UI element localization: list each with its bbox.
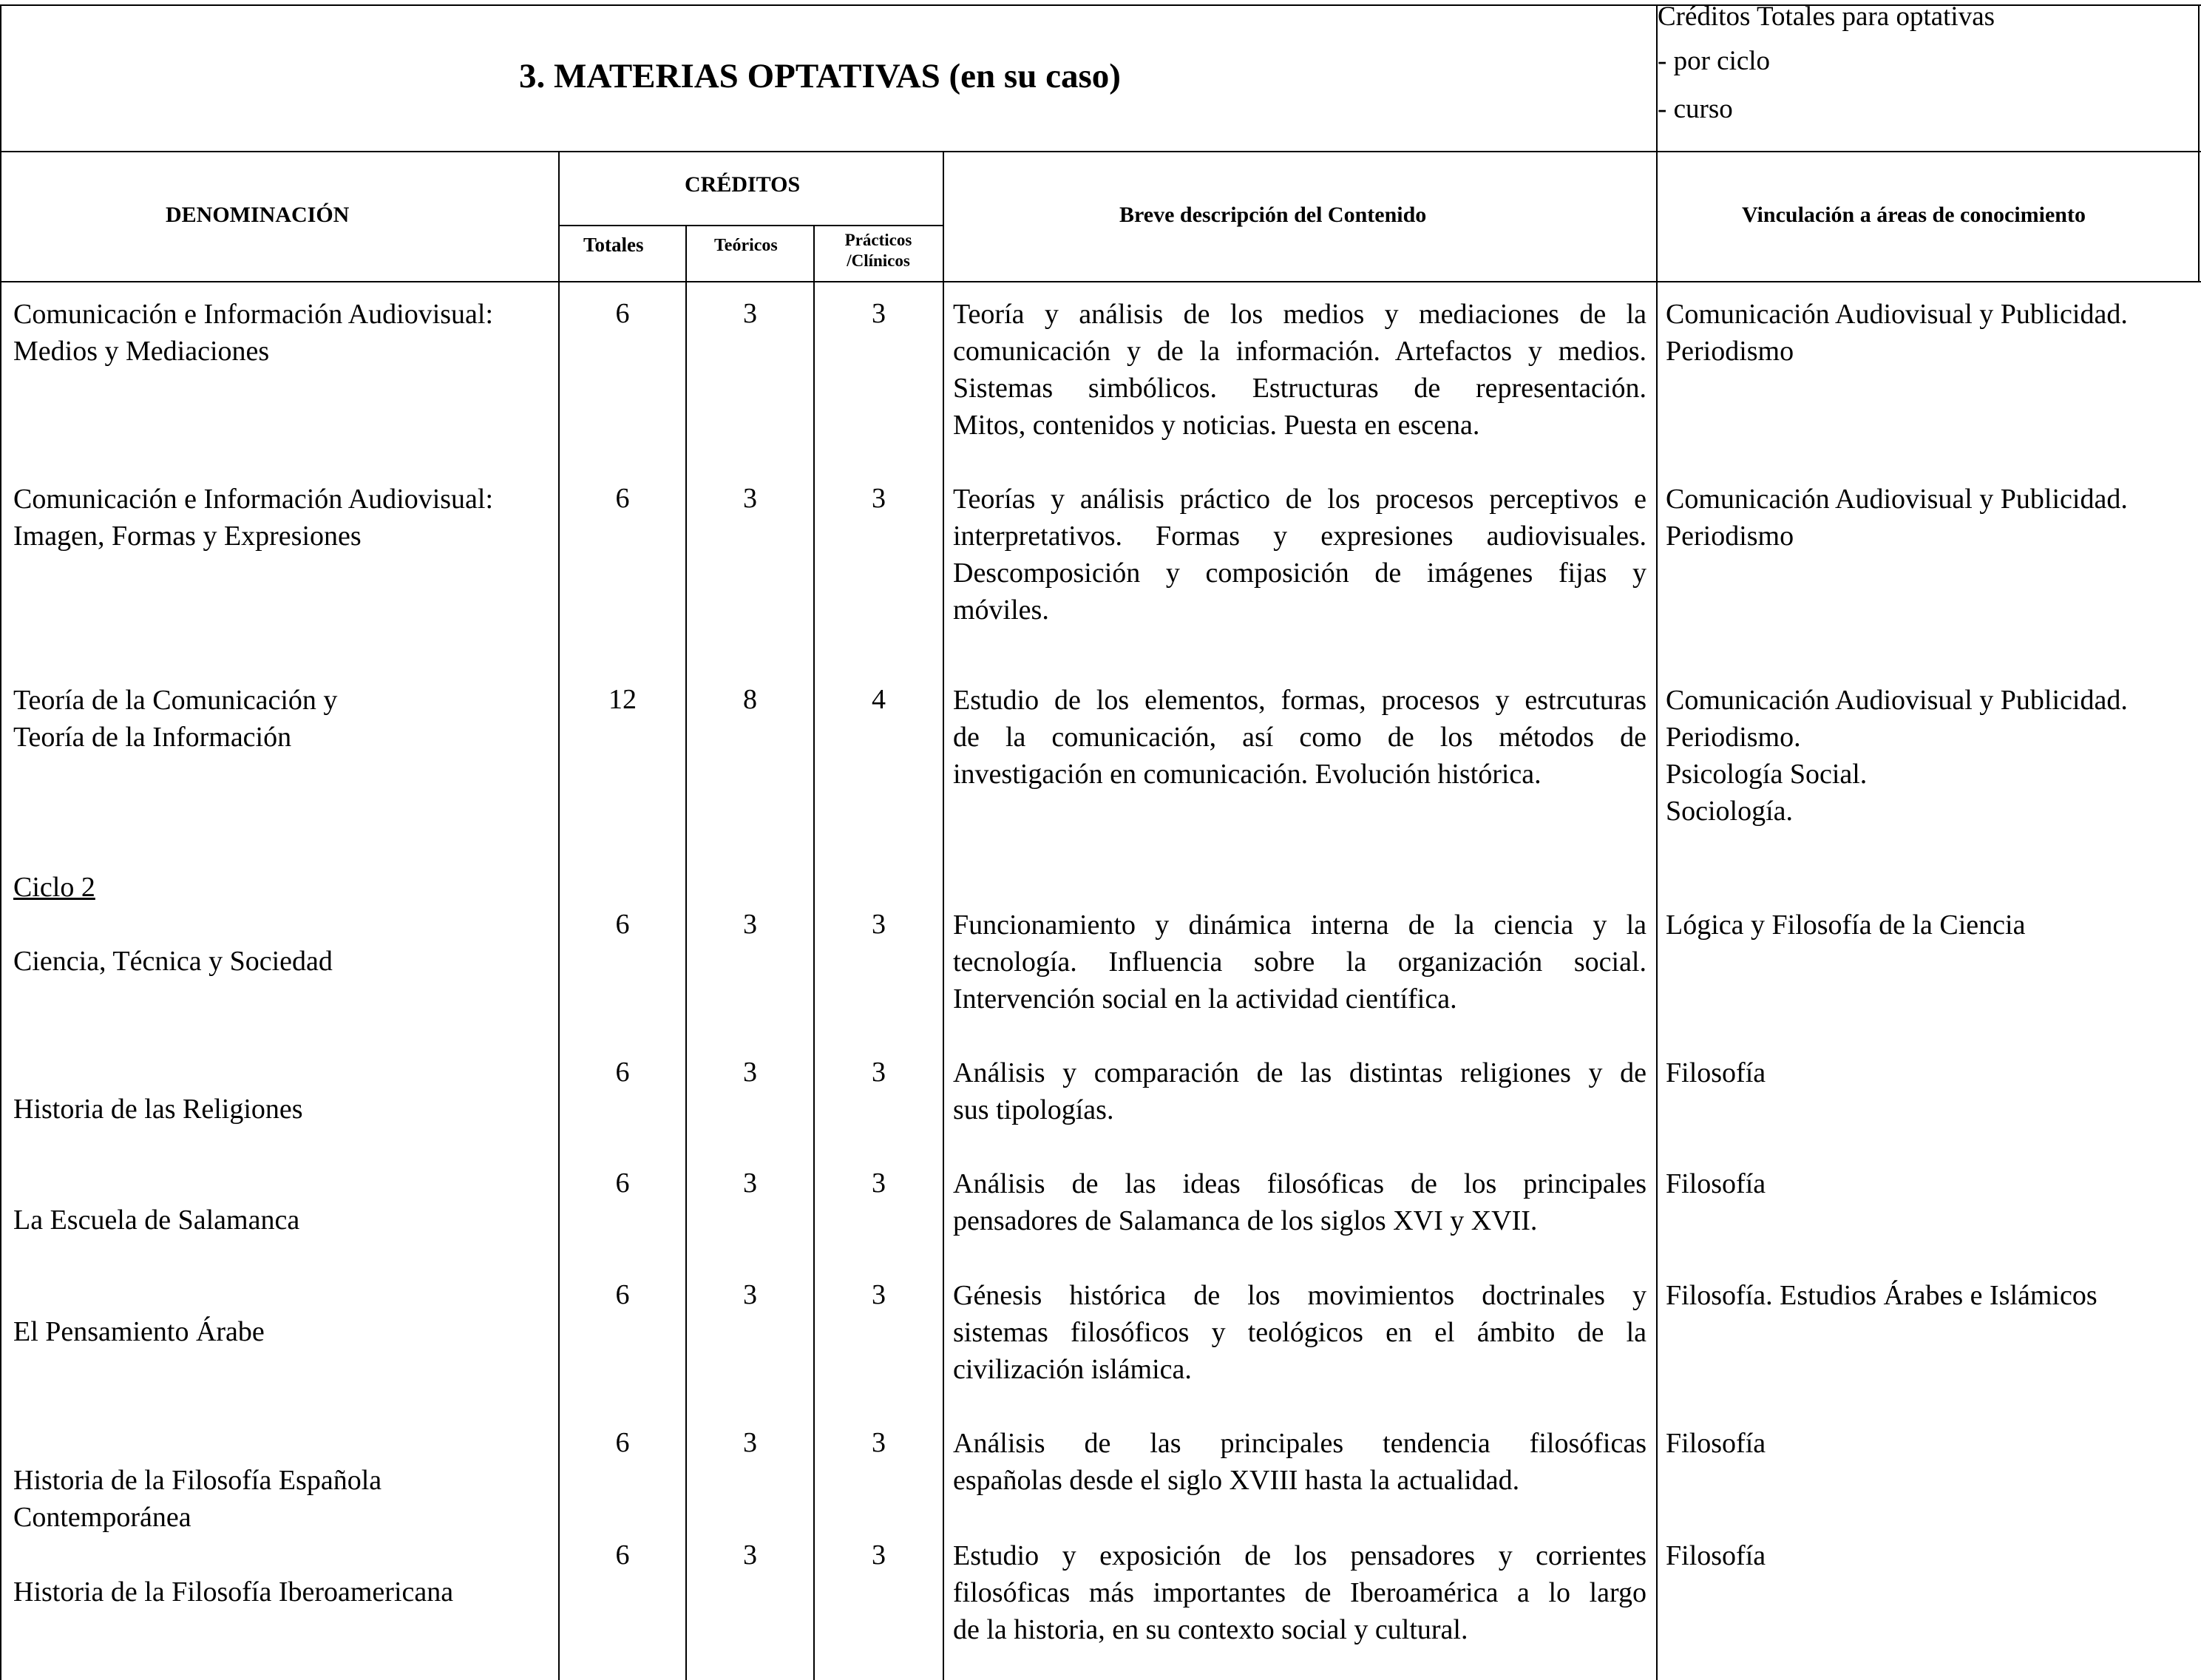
row-totales: 6 xyxy=(615,1540,630,1571)
row-teoricos: 8 xyxy=(743,684,757,715)
row-description xyxy=(953,1277,1646,1388)
row-description-line: Sistemas simbólicos. Estructuras de representación. xyxy=(953,373,1646,404)
row-area-line: Periodismo xyxy=(1666,336,1794,367)
row-name xyxy=(13,943,333,980)
row-description-line: Análisis de las ideas filosóficas de los principales xyxy=(953,1168,1646,1199)
row-areas xyxy=(1666,1165,1766,1202)
row-name-line: Imagen, Formas y Expresiones xyxy=(13,521,362,552)
row-description xyxy=(953,481,1646,629)
row-description-line: sistemas filosóficos y teológicos en el ámbito de la xyxy=(953,1317,1646,1348)
column-header-vinculacion: Vinculación a áreas de conocimiento xyxy=(1742,203,2086,227)
row-name-line: Medios y Mediaciones xyxy=(13,336,270,367)
row-area-line: Periodismo xyxy=(1666,521,1794,552)
row-teoricos: 3 xyxy=(743,1427,757,1458)
row-totales: 6 xyxy=(615,483,630,514)
row-area-line: Filosofía xyxy=(1666,1168,1766,1199)
row-description xyxy=(953,682,1646,793)
row-name-line: Comunicación e Información Audiovisual: xyxy=(13,299,494,330)
row-description-line: civilización islámica. xyxy=(953,1354,1192,1385)
column-header-practicos-line: Prácticos xyxy=(844,231,912,249)
row-teoricos: 3 xyxy=(743,298,757,329)
table-right-border xyxy=(2198,4,2200,282)
row-name-line: Teoría de la Comunicación y xyxy=(13,685,338,716)
row-totales: 6 xyxy=(615,1057,630,1088)
row-description-line: Génesis histórica de los movimientos doctrinales y xyxy=(953,1280,1646,1311)
row-description-line: españolas desde el siglo XVIII hasta la actualidad. xyxy=(953,1465,1520,1496)
row-practicos: 3 xyxy=(872,1057,886,1088)
row-description-line: Intervención social en la actividad científica. xyxy=(953,983,1457,1015)
column-header-teoricos: Teóricos xyxy=(714,236,778,255)
row-name-line: Historia de la Filosofía Iberoamericana xyxy=(13,1576,454,1608)
row-practicos: 3 xyxy=(872,483,886,514)
row-description xyxy=(953,1425,1646,1499)
row-totales: 6 xyxy=(615,298,630,329)
row-area-line: Filosofía xyxy=(1666,1540,1766,1571)
row-teoricos: 3 xyxy=(743,909,757,940)
credits-box-line: Créditos Totales para optativas xyxy=(1658,1,1995,32)
column-header-practicos-line: /Clínicos xyxy=(847,251,910,270)
row-area-line: Comunicación Audiovisual y Publicidad. xyxy=(1666,484,2128,515)
row-totales: 6 xyxy=(615,1279,630,1310)
row-totales: 6 xyxy=(615,909,630,940)
row-description-line: de la historia, en su contexto social y cultural. xyxy=(953,1614,1468,1645)
column-header-denominacion: DENOMINACIÓN xyxy=(166,203,350,227)
row-teoricos: 3 xyxy=(743,483,757,514)
row-areas xyxy=(1666,1054,1766,1091)
row-area-line: Psicología Social. xyxy=(1666,759,1868,790)
row-description-line: filosóficas más importantes de Iberoamérica a lo largo xyxy=(953,1577,1646,1608)
row-description-line: investigación en comunicación. Evolución histórica. xyxy=(953,759,1542,790)
row-areas xyxy=(1666,682,2128,830)
row-area-line: Comunicación Audiovisual y Publicidad. xyxy=(1666,299,2128,330)
row-area-line: Filosofía. Estudios Árabes e Islámicos xyxy=(1666,1280,2097,1311)
row-description-line: sus tipologías. xyxy=(953,1094,1114,1125)
row-name xyxy=(13,1202,299,1239)
row-teoricos: 3 xyxy=(743,1279,757,1310)
row-name xyxy=(13,1313,265,1350)
row-teoricos: 3 xyxy=(743,1168,757,1199)
row-totales: 6 xyxy=(615,1427,630,1458)
row-practicos: 3 xyxy=(872,1168,886,1199)
row-name-line: La Escuela de Salamanca xyxy=(13,1205,300,1236)
row-description-line: móviles. xyxy=(953,595,1049,626)
row-name xyxy=(13,1574,453,1610)
row-area-line: Lógica y Filosofía de la Ciencia xyxy=(1666,910,2026,941)
column-header-totales: Totales xyxy=(583,234,644,256)
row-areas xyxy=(1666,907,2025,944)
row-name xyxy=(13,481,493,555)
row-teoricos: 3 xyxy=(743,1540,757,1571)
column-header-bottom-border xyxy=(0,281,2201,282)
row-name xyxy=(13,682,337,756)
row-areas xyxy=(1666,1277,2097,1314)
creditos-divider xyxy=(558,225,943,226)
row-name xyxy=(13,1091,303,1128)
row-description xyxy=(953,907,1646,1017)
row-practicos: 3 xyxy=(872,1427,886,1458)
row-description xyxy=(953,1165,1646,1239)
section-label: Ciclo 2 xyxy=(13,872,95,903)
row-practicos: 4 xyxy=(872,684,886,715)
credits-box-left-border xyxy=(1656,4,1658,1680)
row-area-line: Periodismo. xyxy=(1666,722,1801,753)
row-description-line: Descomposición y composición de imágenes fijas y xyxy=(953,558,1646,589)
row-name-line: Historia de la Filosofía Española xyxy=(13,1465,382,1496)
row-description-line: Funcionamiento y dinámica interna de la ciencia y la xyxy=(953,910,1646,941)
row-name xyxy=(13,296,493,370)
column-header-practicos xyxy=(815,230,942,271)
practicos-right-border xyxy=(943,151,944,1680)
row-area-line: Filosofía xyxy=(1666,1428,1766,1459)
row-name-line: El Pensamiento Árabe xyxy=(13,1316,265,1347)
row-teoricos: 3 xyxy=(743,1057,757,1088)
row-name xyxy=(13,1462,381,1536)
credits-box-line: - curso xyxy=(1658,94,1733,124)
row-practicos: 3 xyxy=(872,1279,886,1310)
row-areas xyxy=(1666,1425,1766,1462)
row-areas xyxy=(1666,1537,1766,1574)
row-practicos: 3 xyxy=(872,1540,886,1571)
column-header-descripcion: Breve descripción del Contenido xyxy=(1119,203,1427,227)
row-description-line: tecnología. Influencia sobre la organización social. xyxy=(953,946,1646,978)
row-description-line: Teorías y análisis práctico de los procesos perceptivos e xyxy=(953,484,1646,515)
row-area-line: Filosofía xyxy=(1666,1057,1766,1088)
totales-right-border xyxy=(685,225,687,1680)
row-description xyxy=(953,1537,1646,1648)
row-description-line: Teoría y análisis de los medios y mediaciones de la xyxy=(953,299,1646,330)
header-bottom-border xyxy=(0,151,2201,152)
row-areas xyxy=(1666,296,2128,370)
row-totales: 12 xyxy=(608,684,637,715)
row-practicos: 3 xyxy=(872,909,886,940)
row-description-line: Estudio de los elementos, formas, procesos y estrcuturas xyxy=(953,685,1646,716)
row-name-line: Teoría de la Información xyxy=(13,722,292,753)
row-area-line: Sociología. xyxy=(1666,796,1794,827)
row-description-line: Análisis de las principales tendencia filosóficas xyxy=(953,1428,1646,1459)
row-description xyxy=(953,296,1646,444)
row-practicos: 3 xyxy=(872,298,886,329)
credits-box-line: - por ciclo xyxy=(1658,46,1771,76)
row-description-line: Mitos, contenidos y noticias. Puesta en escena. xyxy=(953,410,1480,441)
row-description-line: pensadores de Salamanca de los siglos XVI y XVII. xyxy=(953,1205,1538,1236)
row-name-line: Contemporánea xyxy=(13,1502,191,1533)
row-description xyxy=(953,1054,1646,1128)
row-name-line: Historia de las Religiones xyxy=(13,1094,303,1125)
row-name-line: Ciencia, Técnica y Sociedad xyxy=(13,946,333,977)
row-area-line: Comunicación Audiovisual y Publicidad. xyxy=(1666,685,2128,716)
row-description-line: Análisis y comparación de las distintas religiones y de xyxy=(953,1057,1646,1088)
row-description-line: comunicación y de la información. Artefactos y medios. xyxy=(953,336,1646,367)
page-title: 3. MATERIAS OPTATIVAS (en su caso) xyxy=(519,57,1121,95)
row-description-line: de la comunicación, así como de los métodos de xyxy=(953,722,1646,753)
teoricos-right-border xyxy=(813,225,815,1680)
column-header-creditos: CRÉDITOS xyxy=(685,172,801,197)
row-name-line: Comunicación e Información Audiovisual: xyxy=(13,484,494,515)
row-areas xyxy=(1666,481,2128,555)
row-description-line: Estudio y exposición de los pensadores y corrientes xyxy=(953,1540,1646,1571)
row-totales: 6 xyxy=(615,1168,630,1199)
row-description-line: interpretativos. Formas y expresiones audiovisuales. xyxy=(953,521,1646,552)
table-left-border xyxy=(0,4,1,1680)
